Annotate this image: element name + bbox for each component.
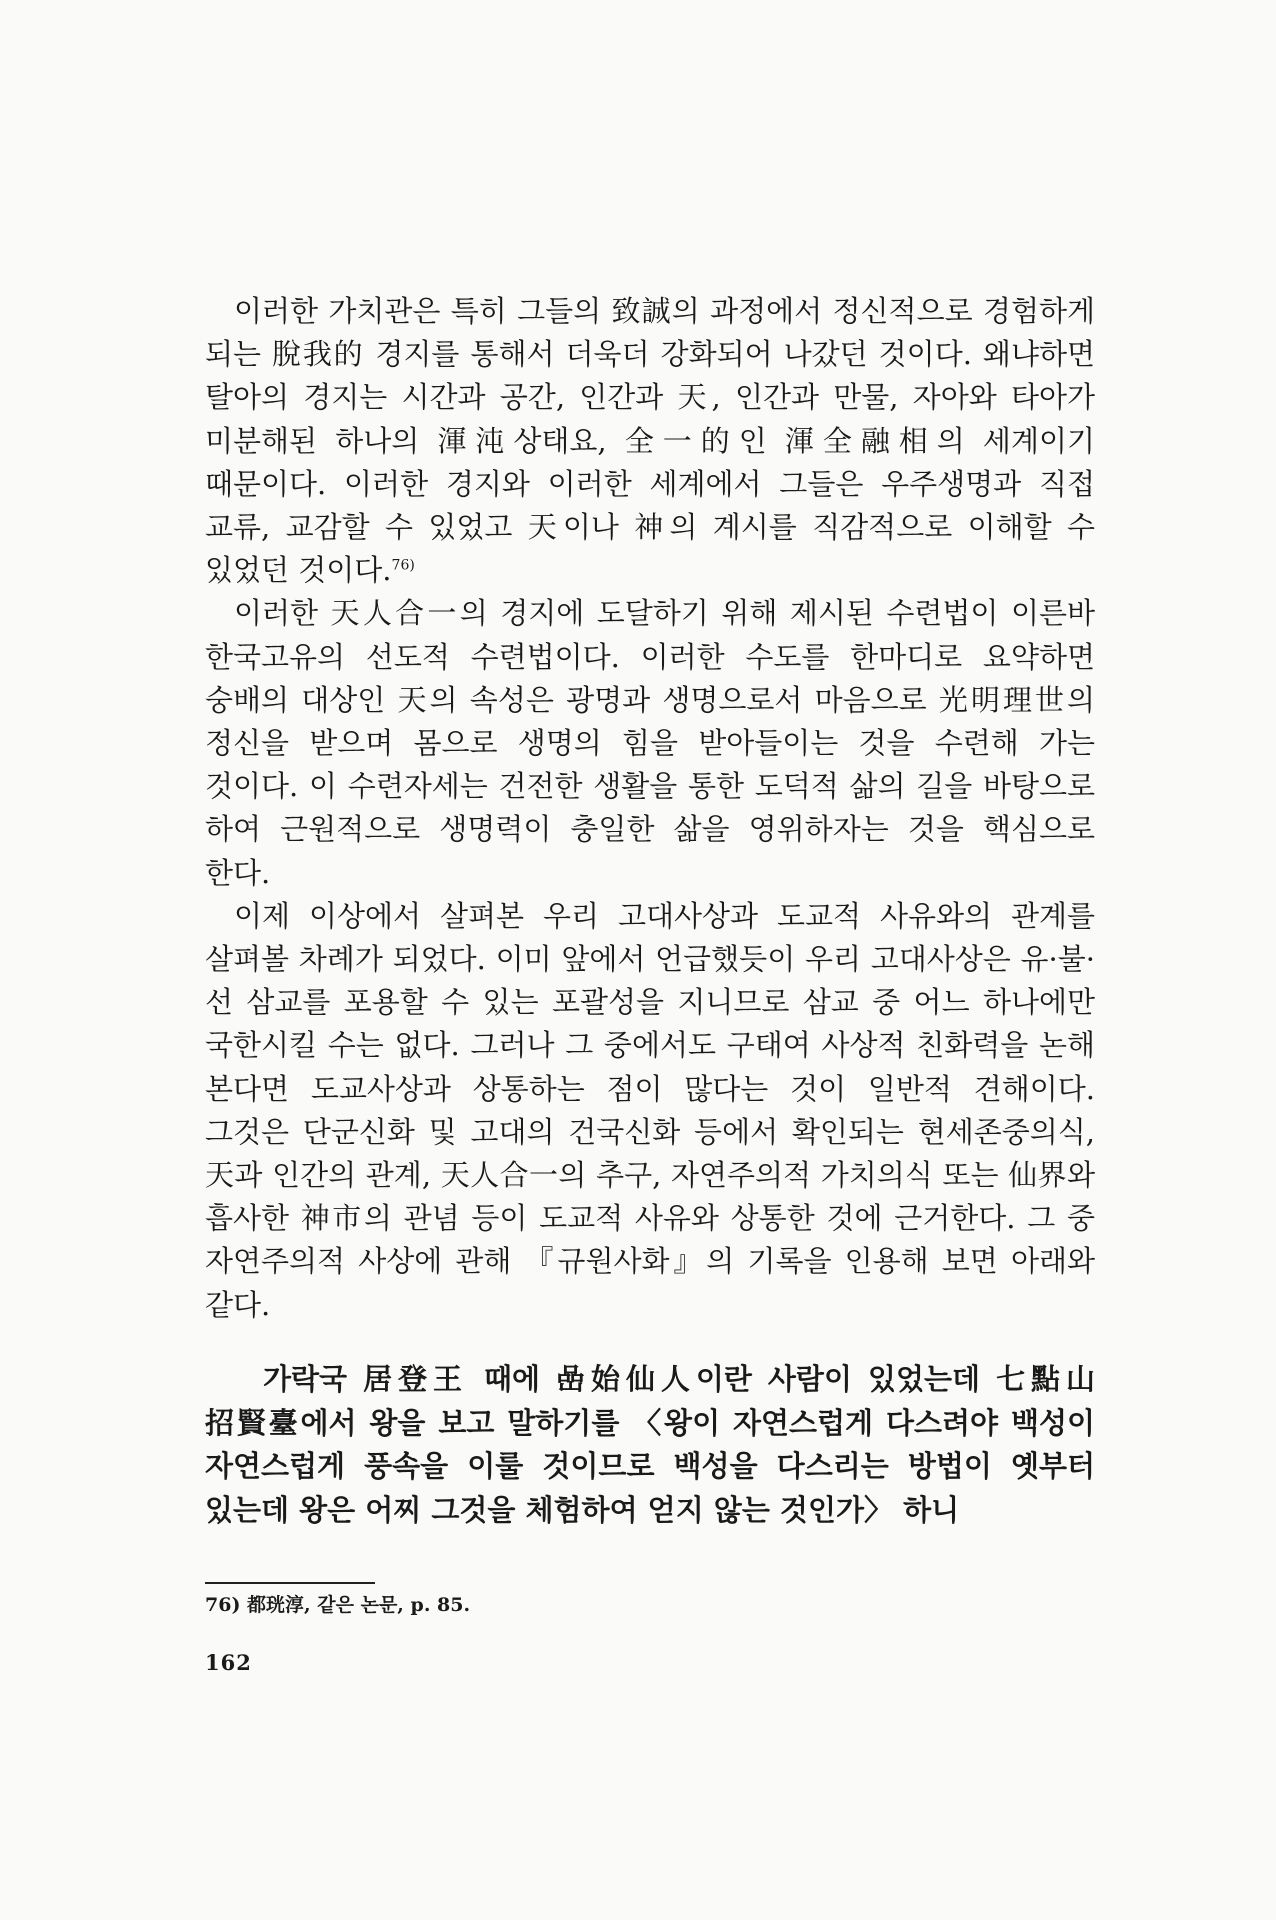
paragraph-1-text: 이러한 가치관은 특히 그들의 致誠의 과정에서 정신적으로 경험하게 되는 脫我的 경지를 통해서 더욱더 강화되어 나갔던 것이다. 왜냐하면 탈아의 경지는 시간과 공간, 인간과 天, 인간과 만물, 자아와 타아가 미분해된 하나의 渾沌상태요, 全一的인 渾全融相의 세계이기 때문이다. 이러한 경지와 이러한 세계에서 그들은 우주생명과 직접 교류, 교감할 수 있었고 天이나 神의 계시를 직감적으로 이해할 수 있었던 것이다.: [205, 294, 1095, 588]
paragraph-3-text: 이제 이상에서 살펴본 우리 고대사상과 도교적 사유와의 관계를 살펴볼 차례가 되었다. 이미 앞에서 언급했듯이 우리 고대사상은 유·불·선 삼교를 포용할 수 있는 포괄성을 지니므로 삼교 중 어느 하나에만 국한시킬 수는 없다. 그러나 그 중에서도 구태여 사상적 친화력을 논해 본다면 도교사상과 상통하는 점이 많다는 것이 일반적 견해이다. 그것은 단군신화 및 고대의 건국신화 등에서 확인되는 현세존중의식, 天과 인간의 관계, 天人合一의 추구, 자연주의적 가치의식 또는 仙界와 흡사한 神市의 관념 등이 도교적 사유와 상통한 것에 근거한다. 그 중 자연주의적 사상에 관해 『규원사화』의 기록을 인용해 보면 아래와 같다.: [205, 898, 1095, 1322]
body-text: [205, 290, 1095, 1327]
quotation-content: 가락국 居登王 때에 嵒始仙人이란 사람이 있었는데 七點山 招賢臺에서 왕을 보고 말하기를 〈왕이 자연스럽게 다스려야 백성이 자연스럽게 풍속을 이룰 것이므로 백성을 다스리는 방법이 옛부터 있는데 왕은 어찌 그것을 체험하여 얻지 않는 것인가〉 하니: [205, 1362, 1095, 1527]
paragraph-3: [205, 895, 1095, 1327]
paragraph-2-text: 이러한 天人合一의 경지에 도달하기 위해 제시된 수련법이 이른바 한국고유의 선도적 수련법이다. 이러한 수도를 한마디로 요약하면 숭배의 대상인 天의 속성은 광명과 생명으로서 마음으로 光明理世의 정신을 받으며 몸으로 생명의 힘을 받아들이는 것을 수련해 가는 것이다. 이 수련자세는 건전한 생활을 통한 도덕적 삶의 길을 바탕으로 하여 근원적으로 생명력이 충일한 삶을 영위하자는 것을 핵심으로 한다.: [205, 596, 1095, 890]
footnote-divider: [205, 1582, 375, 1584]
footnote-reference: 76): [391, 557, 415, 574]
quotation-block: [205, 1358, 1095, 1532]
paragraph-2: [205, 592, 1095, 894]
quotation-text: [205, 1358, 1095, 1532]
paragraph-1: [205, 290, 1095, 592]
footnote: 76) 都珖淳, 같은 논문, p. 85.: [205, 1594, 471, 1616]
page-number: 162: [205, 1650, 252, 1675]
